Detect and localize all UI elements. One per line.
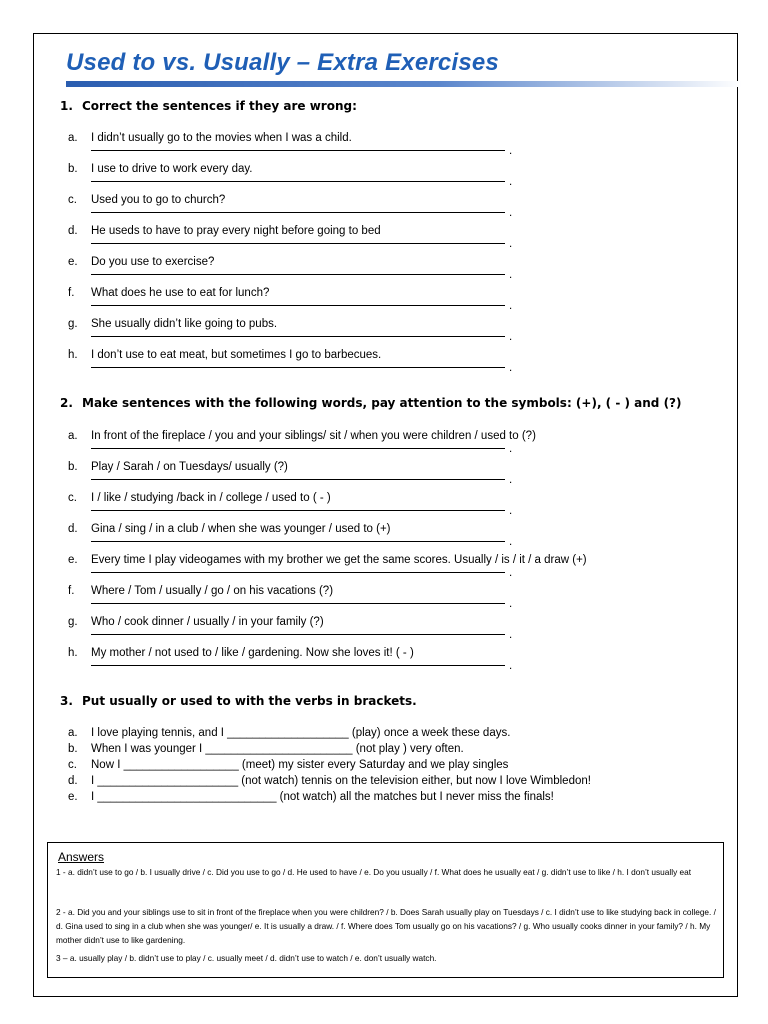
item-text[interactable]: When I was younger I _______________________ (not play ) very often. (91, 743, 464, 755)
item-letter: a. (68, 132, 78, 144)
item-text: I / like / studying /back in / college / used to ( - ) (91, 492, 331, 504)
line-end-period: . (509, 443, 513, 455)
line-end-period: . (509, 362, 513, 374)
item-text[interactable]: Now I __________________ (meet) my sister every Saturday and we play singles (91, 759, 509, 771)
exercise-2g (68, 616, 708, 646)
answer-line[interactable] (91, 336, 505, 337)
answer-line[interactable] (91, 243, 505, 244)
exercise-1c (68, 194, 708, 224)
exercise-2a (68, 430, 708, 460)
item-letter: h. (68, 647, 78, 659)
item-letter: b. (68, 743, 78, 755)
section-heading-text: Put usually or used to with the verbs in brackets. (82, 694, 417, 708)
item-text: Where / Tom / usually / go / on his vacations (?) (91, 585, 334, 597)
item-letter: c. (68, 492, 77, 504)
answers-title: Answers (58, 850, 105, 864)
section-1-heading (60, 99, 357, 113)
line-end-period: . (509, 598, 513, 610)
item-letter: d. (68, 523, 78, 535)
line-end-period: . (509, 238, 513, 250)
line-end-period: . (509, 505, 513, 517)
item-text[interactable]: I ____________________________ (not watch) all the matches but I never miss the finals! (91, 791, 554, 803)
item-text: I didn’t usually go to the movies when I was a child. (91, 132, 352, 144)
exercise-2d (68, 523, 708, 553)
worksheet-title: Used to vs. Usually – Extra Exercises (66, 49, 499, 76)
line-end-period: . (509, 207, 513, 219)
exercise-3c (68, 759, 508, 771)
item-text: What does he use to eat for lunch? (91, 287, 270, 299)
item-letter: c. (68, 194, 77, 206)
item-letter: g. (68, 616, 78, 628)
line-end-period: . (509, 269, 513, 281)
exercise-2c (68, 492, 708, 522)
answer-line[interactable] (91, 572, 505, 573)
item-letter: h. (68, 349, 78, 361)
section-heading-text: Correct the sentences if they are wrong: (82, 99, 357, 113)
section-number: 1. (60, 99, 73, 113)
item-letter: e. (68, 554, 78, 566)
answer-line[interactable] (91, 305, 505, 306)
item-text: In front of the fireplace / you and your siblings/ sit / when you were children / used to (?) (91, 430, 536, 442)
section-heading-text: Make sentences with the following words, pay attention to the symbols: (+), ( - ) and (?) (82, 396, 682, 410)
exercise-1b (68, 163, 708, 193)
answer-line[interactable] (91, 150, 505, 151)
answers-section-2: 2 - a. Did you and your siblings use to sit in front of the fireplace when you were children? / b. Does Sarah usually play on Tuesdays / c. I didn’t use to like studying back in college. / d. Gina used to sing in a club when she was younger/ e. It is usually a draw. / f. Where does Tom usually go on his vacations? / g. Who usually cooks dinner in your family? / h. My mother didn’t use to like gardening. (56, 907, 716, 945)
answer-line[interactable] (91, 634, 505, 635)
item-text[interactable]: I ______________________ (not watch) tennis on the television either, but now I love Wimbledon! (91, 775, 591, 787)
answer-line[interactable] (91, 603, 505, 604)
item-text: She usually didn’t like going to pubs. (91, 318, 278, 330)
item-letter: a. (68, 727, 78, 739)
answer-line[interactable] (91, 367, 505, 368)
exercise-3e (68, 791, 554, 803)
answer-line[interactable] (91, 541, 505, 542)
line-end-period: . (509, 629, 513, 641)
item-letter: e. (68, 256, 78, 268)
answers-section-1: 1 - a. didn’t use to go / b. I usually drive / c. Did you use to go / d. He used to have / e. Do you usually / f. What does he usually eat / g. didn’t use to like / h. I don’t usually eat (56, 867, 692, 877)
exercise-3b (68, 743, 464, 755)
section-2-heading (60, 396, 682, 410)
exercise-1e (68, 256, 708, 286)
line-end-period: . (509, 536, 513, 548)
exercise-1f (68, 287, 708, 317)
exercise-1g (68, 318, 708, 348)
item-text[interactable]: I love playing tennis, and I ___________________ (play) once a week these days. (91, 727, 511, 739)
section-number: 3. (60, 694, 73, 708)
title-underline-bar (66, 81, 742, 87)
item-text: I use to drive to work every day. (91, 163, 253, 175)
answer-line[interactable] (91, 181, 505, 182)
line-end-period: . (509, 176, 513, 188)
answer-line[interactable] (91, 510, 505, 511)
answer-line[interactable] (91, 274, 505, 275)
answer-line[interactable] (91, 448, 505, 449)
answers-box (47, 842, 724, 978)
answers-section-3: 3 – a. usually play / b. didn’t use to play / c. usually meet / d. didn’t use to watch / e. don’t usually watch. (56, 953, 437, 963)
exercise-1a (68, 132, 708, 162)
answer-line[interactable] (91, 665, 505, 666)
item-text: Do you use to exercise? (91, 256, 215, 268)
exercise-1d (68, 225, 708, 255)
item-letter: d. (68, 225, 78, 237)
line-end-period: . (509, 474, 513, 486)
item-text: My mother / not used to / like / gardening. Now she loves it! ( - ) (91, 647, 414, 659)
exercise-2e (68, 554, 708, 584)
exercise-1h (68, 349, 708, 379)
exercise-2f (68, 585, 708, 615)
item-letter: b. (68, 163, 78, 175)
item-letter: f. (68, 585, 75, 597)
exercise-2b (68, 461, 708, 491)
item-text: Used you to go to church? (91, 194, 226, 206)
item-text: Every time I play videogames with my brother we get the same scores. Usually / is / it / a draw (+) (91, 554, 587, 566)
line-end-period: . (509, 660, 513, 672)
item-text: I don’t use to eat meat, but sometimes I go to barbecues. (91, 349, 382, 361)
answer-line[interactable] (91, 212, 505, 213)
line-end-period: . (509, 331, 513, 343)
item-text: He useds to have to pray every night before going to bed (91, 225, 381, 237)
line-end-period: . (509, 567, 513, 579)
item-text: Play / Sarah / on Tuesdays/ usually (?) (91, 461, 288, 473)
line-end-period: . (509, 145, 513, 157)
section-number: 2. (60, 396, 73, 410)
item-text: Gina / sing / in a club / when she was younger / used to (+) (91, 523, 391, 535)
item-letter: c. (68, 759, 77, 771)
answer-line[interactable] (91, 479, 505, 480)
exercise-2h (68, 647, 708, 677)
item-letter: d. (68, 775, 78, 787)
item-letter: f. (68, 287, 75, 299)
item-letter: g. (68, 318, 78, 330)
exercise-3a (68, 727, 510, 739)
item-letter: e. (68, 791, 78, 803)
item-letter: a. (68, 430, 78, 442)
item-text: Who / cook dinner / usually / in your family (?) (91, 616, 324, 628)
section-3-heading (60, 694, 417, 708)
line-end-period: . (509, 300, 513, 312)
exercise-3d (68, 775, 591, 787)
item-letter: b. (68, 461, 78, 473)
